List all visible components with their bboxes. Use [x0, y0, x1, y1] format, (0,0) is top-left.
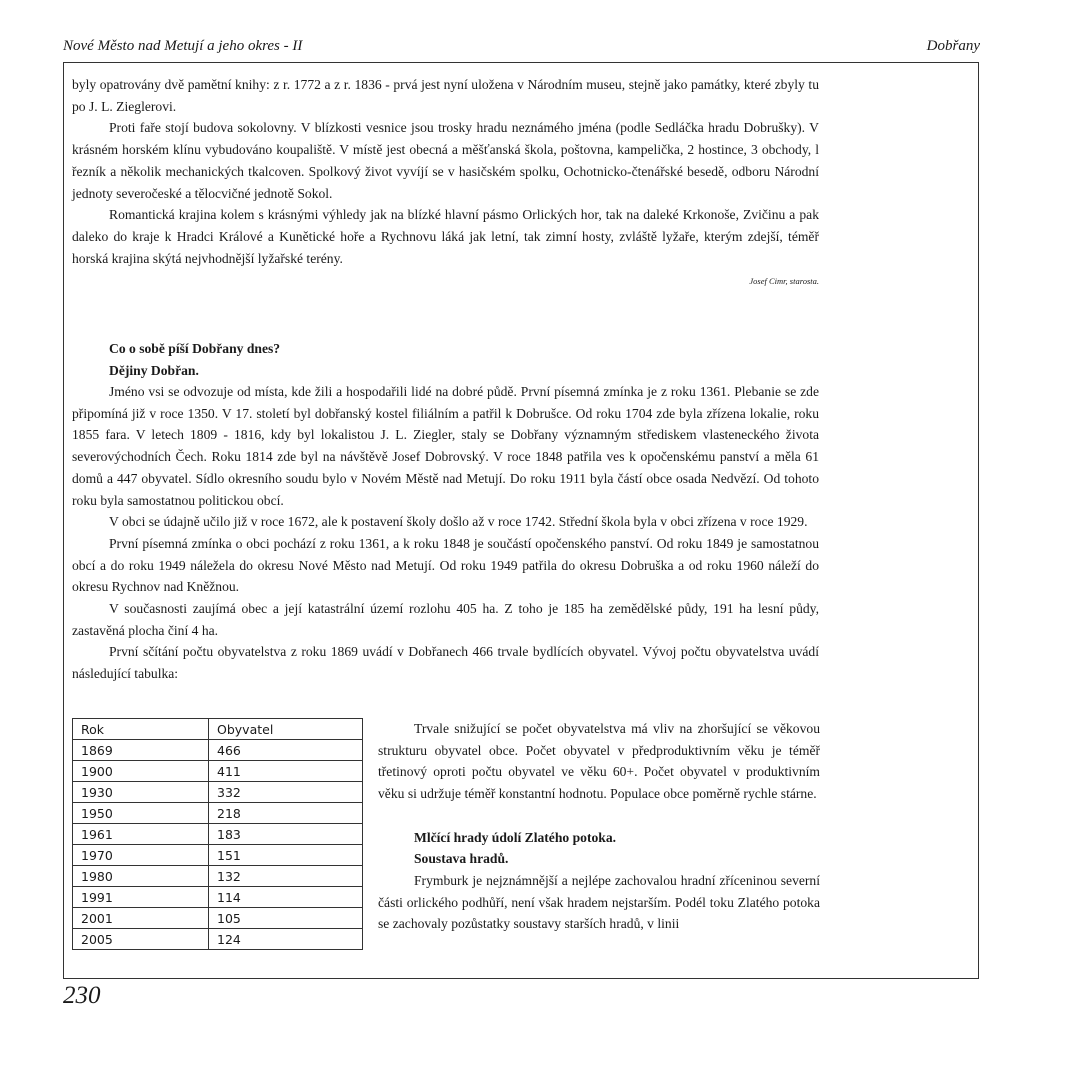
table-row — [73, 845, 363, 866]
table-row — [73, 761, 363, 782]
paragraph: V obci se údajně učilo již v roce 1672, ale k postavení školy došlo až v roce 1742. Střední škola byla v obci zřízena v roce 1929. — [109, 514, 808, 530]
section-subheading: Soustava hradů. — [414, 851, 509, 867]
table-cell: 1930 — [73, 782, 209, 803]
table-row — [73, 929, 363, 950]
table-cell: 124 — [209, 929, 363, 950]
table-row — [73, 824, 363, 845]
spacer — [378, 805, 820, 827]
paragraph: byly opatrovány dvě pamětní knihy: z r. 1772 a z r. 1836 - prvá jest nyní uložena v Národním museu, stejně jako památky, které zbyly tu po J. L. Zieglerovi. — [72, 77, 819, 114]
table-cell: 411 — [209, 761, 363, 782]
table-row — [73, 866, 363, 887]
table-row — [73, 908, 363, 929]
table-cell: 1991 — [73, 887, 209, 908]
paragraph: Proti faře stojí budova sokolovny. V blízkosti vesnice jsou trosky hradu neznámého jména (podle Sedláčka hradu Dobrušky). V krásném horském klínu vybudováno koupaliště. V místě jest obecná a měšťanská škola, poštovna, kampelička, 2 hostince, 3 obchody, l řezník a několik mechanických tkalcoven. Spolkový život vyvíjí se v hasičském spolku, Ochotnicko-čtenářské besedě, odboru Národní jednoty severočeské a tělocvičné jednotě Sokol. — [72, 120, 819, 201]
table-cell: 1950 — [73, 803, 209, 824]
population-table — [72, 718, 363, 950]
table-cell: 183 — [209, 824, 363, 845]
section-headings — [109, 338, 280, 381]
running-header-section: Dobřany — [926, 38, 980, 54]
table-cell: 332 — [209, 782, 363, 803]
table-cell: 2005 — [73, 929, 209, 950]
table-cell: 105 — [209, 908, 363, 929]
table-cell: 1961 — [73, 824, 209, 845]
table-cell: 132 — [209, 866, 363, 887]
table-header-row — [73, 719, 363, 740]
table-cell: 1980 — [73, 866, 209, 887]
section-subheading: Dějiny Dobřan. — [109, 362, 199, 378]
table-cell: 151 — [209, 845, 363, 866]
paragraph: V současnosti zaujímá obec a její katastrální území rozlohu 405 ha. Z toho je 185 ha zemědělské půdy, 191 ha lesní půdy, zastavěná plocha činí 4 ha. — [72, 601, 819, 638]
top-text-block — [72, 74, 819, 269]
right-text-block — [378, 718, 820, 935]
table-cell: 1970 — [73, 845, 209, 866]
table-cell: 466 — [209, 740, 363, 761]
table-cell: 114 — [209, 887, 363, 908]
page-number: 230 — [63, 982, 101, 1009]
table-row — [73, 803, 363, 824]
paragraph: První písemná zmínka o obci pochází z roku 1361, a k roku 1848 je součástí opočenského panství. Od roku 1849 je samostatnou obcí a do roku 1949 náležela do okresu Nové Město nad Metují. Od roku 1949 patřila do okresu Dobruška a od roku 1960 náleží do okresu Rychnov nad Kněžnou. — [72, 535, 819, 595]
paragraph: Trvale snižující se počet obyvatelstva má vliv na zhoršující se věkovou strukturu obyvatel obce. Počet obyvatel v předproduktivním věku je téměř třetinový oproti počtu obyvatel ve věku 60+. Počet obyvatel v produktivním věku si udržuje téměř konstantní hodnotu. Populace obce poměrně rychle stárne. — [378, 721, 820, 802]
running-header-title: Nové Město nad Metují a jeho okres - II — [63, 38, 303, 54]
section-heading: Mlčící hrady údolí Zlatého potoka. — [414, 829, 617, 845]
table-cell: 1900 — [73, 761, 209, 782]
table-row — [73, 782, 363, 803]
column-header: Rok — [73, 719, 209, 740]
table-row — [73, 887, 363, 908]
column-header: Obyvatel — [209, 719, 363, 740]
paragraph: Romantická krajina kolem s krásnými výhledy jak na blízké hlavní pásmo Orlických hor, tak na daleké Krkonoše, Zvičinu a pak daleko do kraje k Hradci Králové a Kunětické hoře a Rychnovu láká jak letní, tak zimní hosty, zvláště lyžaře, kterým zdejší, téměř horská krajina skýtá nejvhodnější lyžařské terény. — [72, 207, 819, 266]
paragraph: Frymburk je nejznámnější a nejlépe zachovalou hradní zříceninou severní části orlického podhůří, není však hradem nejstarším. Podél toku Zlatého potoka se zachovaly pozůstatky soustavy starších hradů, v linii — [378, 872, 820, 932]
paragraph: První sčítání počtu obyvatelstva z roku 1869 uvádí v Dobřanech 466 trvale bydlících obyvatel. Vývoj počtu obyvatelstva uvádí následující tabulka: — [72, 644, 819, 682]
history-text-block — [72, 381, 819, 685]
section-heading: Co o sobě píší Dobřany dnes? — [109, 341, 281, 356]
table-cell: 2001 — [73, 908, 209, 929]
table-row — [73, 740, 363, 761]
paragraph: Jméno vsi se odvozuje od místa, kde žili a hospodařili lidé na dobré půdě. První písemná zmínka je z roku 1361. Plebanie se zde připomíná již v roce 1350. V 17. století byl dobřanský kostel filiálním a patřil k Dobrušce. Od roku 1704 zde byla zřízena lokalie, roku 1855 fara. V letech 1809 - 1816, kdy byl lokalistou J. L. Ziegler, staly se Dobřany významným střediskem vlasteneckého života severovýchodních Čech. Roku 1814 zde byl na návštěvě Josef Dobrovský. V roce 1848 patřila ves k opočenskému panství a měla 61 domů a 447 obyvatel. Sídlo okresního soudu bylo v Novém Městě nad Metují. Do roku 1911 byla částí obce osada Nedvězí. Od tohoto roku byla samostatnou politickou obcí. — [72, 384, 819, 508]
signature: Josef Cimr, starosta. — [749, 276, 819, 286]
table-cell: 218 — [209, 803, 363, 824]
table-cell: 1869 — [73, 740, 209, 761]
